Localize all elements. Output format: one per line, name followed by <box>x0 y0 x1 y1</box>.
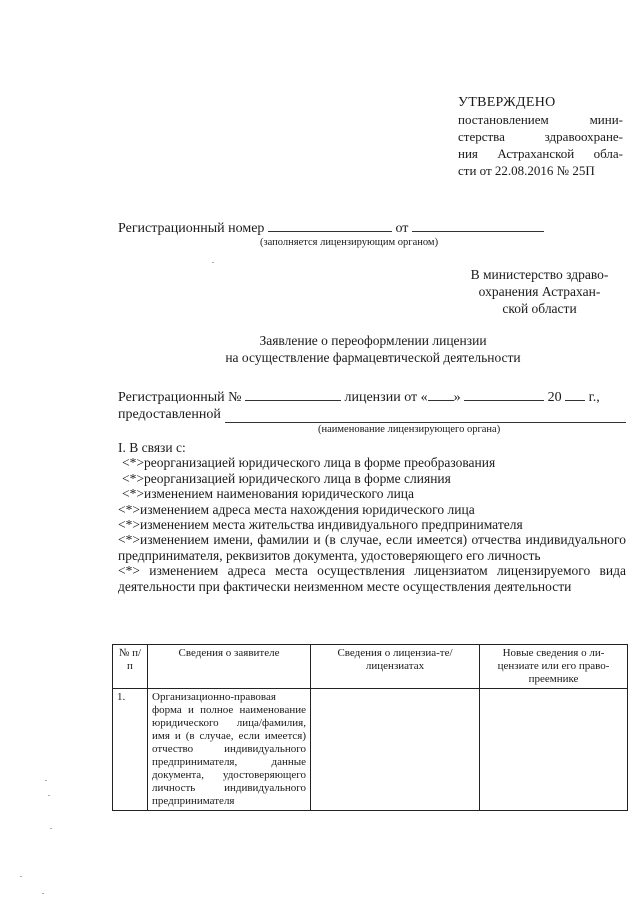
scan-speck <box>212 262 214 263</box>
licensing-authority-field[interactable] <box>225 410 626 423</box>
registration-number-label: Регистрационный номер <box>118 221 265 236</box>
registration-hint: (заполняется лицензирующим органом) <box>260 237 439 248</box>
addressee-block <box>452 266 627 317</box>
table-row <box>113 689 628 811</box>
license-year-field[interactable] <box>565 388 585 401</box>
table-header-applicant: Сведения о заявителе <box>148 645 311 689</box>
registration-from-label: от <box>395 221 409 236</box>
table-header-new-info: Новые сведения о ли-цензиате или его право-преемнике <box>480 645 628 689</box>
title-line-1: Заявление о переоформлении лицензии <box>259 333 487 348</box>
license-number-field[interactable] <box>245 388 341 401</box>
license-provided-line <box>118 407 626 423</box>
license-from-label: лицензии от « <box>344 390 428 405</box>
row-number: 1. <box>113 689 148 811</box>
title-line-2: на осуществление фармацевтической деятельности <box>225 350 521 365</box>
approval-header: УТВЕРЖДЕНО <box>458 95 556 110</box>
section-reasons <box>118 440 626 594</box>
reason-item: <*>реорганизацией юридического лица в форме преобразования <box>122 455 496 471</box>
registration-number-line <box>118 219 544 237</box>
scan-speck <box>45 780 47 781</box>
license-month-field[interactable] <box>464 388 544 401</box>
licensing-authority-hint: (наименование лицензирующего органа) <box>318 424 501 435</box>
reason-item: <*>изменением адреса места нахождения юридического лица <box>118 501 475 517</box>
table-header-row <box>113 645 628 689</box>
scan-speck <box>50 828 52 829</box>
document-title <box>118 332 628 366</box>
approval-line: постановлением мини- <box>458 112 623 127</box>
reason-item: <*>изменением места жительства индивидуального предпринимателя <box>118 517 523 533</box>
reason-item-name-change: <*>изменением имени, фамилии и (в случае, если имеется) отчества индивидуального предпринимателя, реквизитов документа, удостоверяющего его личность <box>118 532 626 563</box>
license-year-suffix: г., <box>588 390 600 405</box>
scan-speck <box>20 876 22 877</box>
row-applicant-info: Организационно-правовая форма и полное наименование юридического лица/фамилия, имя и (в случае, если имеется) отчество индивидуального предпринимателя, данные документа, удостоверяющего личность индивидуального предпринимателя <box>148 689 311 811</box>
reason-item: <*>изменением наименования юридического лица <box>122 486 415 502</box>
license-reg-label: Регистрационный № <box>118 390 242 405</box>
section-heading: I. В связи с: <box>118 440 186 455</box>
reason-item-address-change: <*> изменением адреса места осуществления лицензиатом лицензируемого вида деятельности при фактически неизменном месте осуществления деятельности <box>118 563 626 594</box>
license-year-prefix: 20 <box>547 390 562 405</box>
license-quote-close: » <box>453 390 461 405</box>
addressee-line: ской области <box>502 301 577 316</box>
approval-line: ния Астраханской обла- <box>458 146 623 161</box>
approval-line: сти от 22.08.2016 № 25П <box>458 163 595 178</box>
registration-number-field[interactable] <box>268 219 392 232</box>
table-header-number: № п/п <box>113 645 148 689</box>
row-licensee-info[interactable] <box>311 689 480 811</box>
addressee-line: В министерство здраво- <box>470 267 609 282</box>
addressee-line: охранения Астрахан- <box>478 284 601 299</box>
license-registration-line <box>118 388 626 406</box>
scan-speck <box>48 795 50 796</box>
table-header-licensee: Сведения о лицензиа-те/лицензиатах <box>311 645 480 689</box>
scan-speck <box>42 893 44 894</box>
reason-item: <*>реорганизацией юридического лица в форме слияния <box>122 470 451 486</box>
applicant-info-table <box>112 644 628 811</box>
approval-line: стерства здравоохране- <box>458 129 623 144</box>
license-provided-label: предоставленной <box>118 407 221 422</box>
approval-block <box>458 94 623 179</box>
row-new-info[interactable] <box>480 689 628 811</box>
registration-date-field[interactable] <box>412 219 544 232</box>
license-day-field[interactable] <box>428 388 454 401</box>
